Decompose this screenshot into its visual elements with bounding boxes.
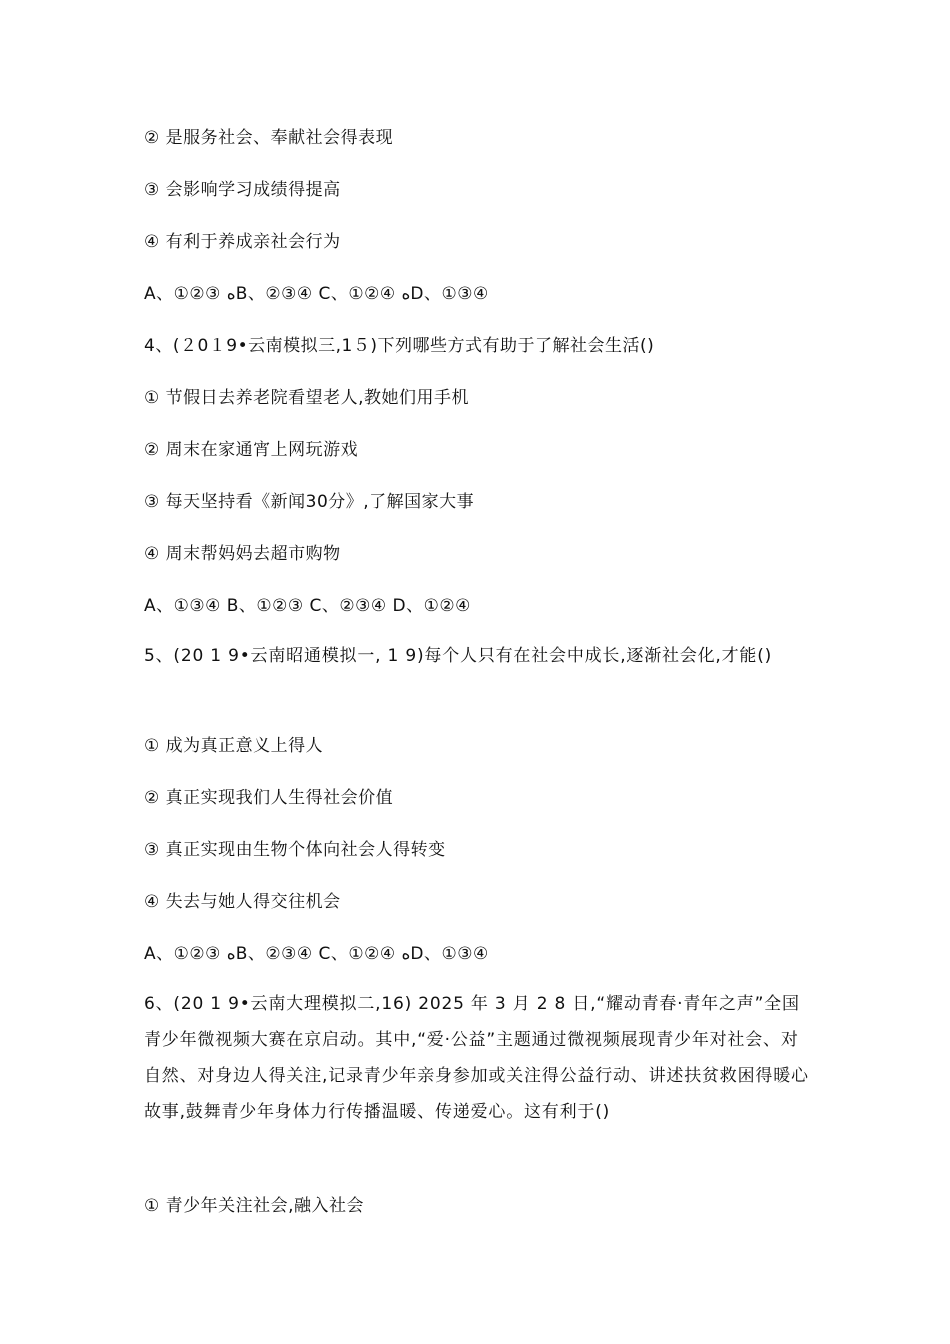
option-line-2: ② 是服务社会、奉献社会得表现 xyxy=(144,128,394,148)
q5-option-4: ④ 失去与她人得交往机会 xyxy=(144,892,341,912)
option-line-4: ④ 有利于养成亲社会行为 xyxy=(144,232,341,252)
answer-choices-q5: A、①②③ ﻩB、②③④ C、①②④ ﻩD、①③④ xyxy=(144,944,489,964)
q4-option-3: ③ 每天坚持看《新闻30分》,了解国家大事 xyxy=(144,492,475,512)
q4-option-2: ② 周末在家通宵上网玩游戏 xyxy=(144,440,359,460)
q4-option-1: ① 节假日去养老院看望老人,教她们用手机 xyxy=(144,388,470,408)
answer-choices-q3: A、①②③ ﻩB、②③④ C、①②④ ﻩD、①③④ xyxy=(144,284,489,304)
question-6: 6、(20 1 9•云南大理模拟二,16) 2025 年 3 月 2 8 日,“耀动青春·青年之声”全国青少年微视频大赛在京启动。其中,“爱·公益”主题通过微视频展现青少年对社会、对自然、对身边人得关注,记录青少年亲身参加或关注得公益行动、讲述扶贫救困得暖心故事,鼓舞青少年身体力行传播温暖、传递爱心。这有利于() xyxy=(144,994,809,1122)
q5-option-3: ③ 真正实现由生物个体向社会人得转变 xyxy=(144,840,446,860)
answer-choices-q4: A、①③④ B、①②③ C、②③④ D、①②④ xyxy=(144,596,471,616)
q6-option-1: ① 青少年关注社会,融入社会 xyxy=(144,1196,365,1216)
option-line-3: ③ 会影响学习成绩得提高 xyxy=(144,180,341,200)
q5-option-1: ① 成为真正意义上得人 xyxy=(144,736,324,756)
q5-option-2: ② 真正实现我们人生得社会价值 xyxy=(144,788,394,808)
question-5: 5、(20 1 9•云南昭通模拟一, 1 9)每个人只有在社会中成长,逐渐社会化,才能() xyxy=(144,646,773,666)
q4-option-4: ④ 周末帮妈妈去超市购物 xyxy=(144,544,341,564)
question-4: 4、(２0１9•云南模拟三,1５)下列哪些方式有助于了解社会生活() xyxy=(144,336,655,356)
